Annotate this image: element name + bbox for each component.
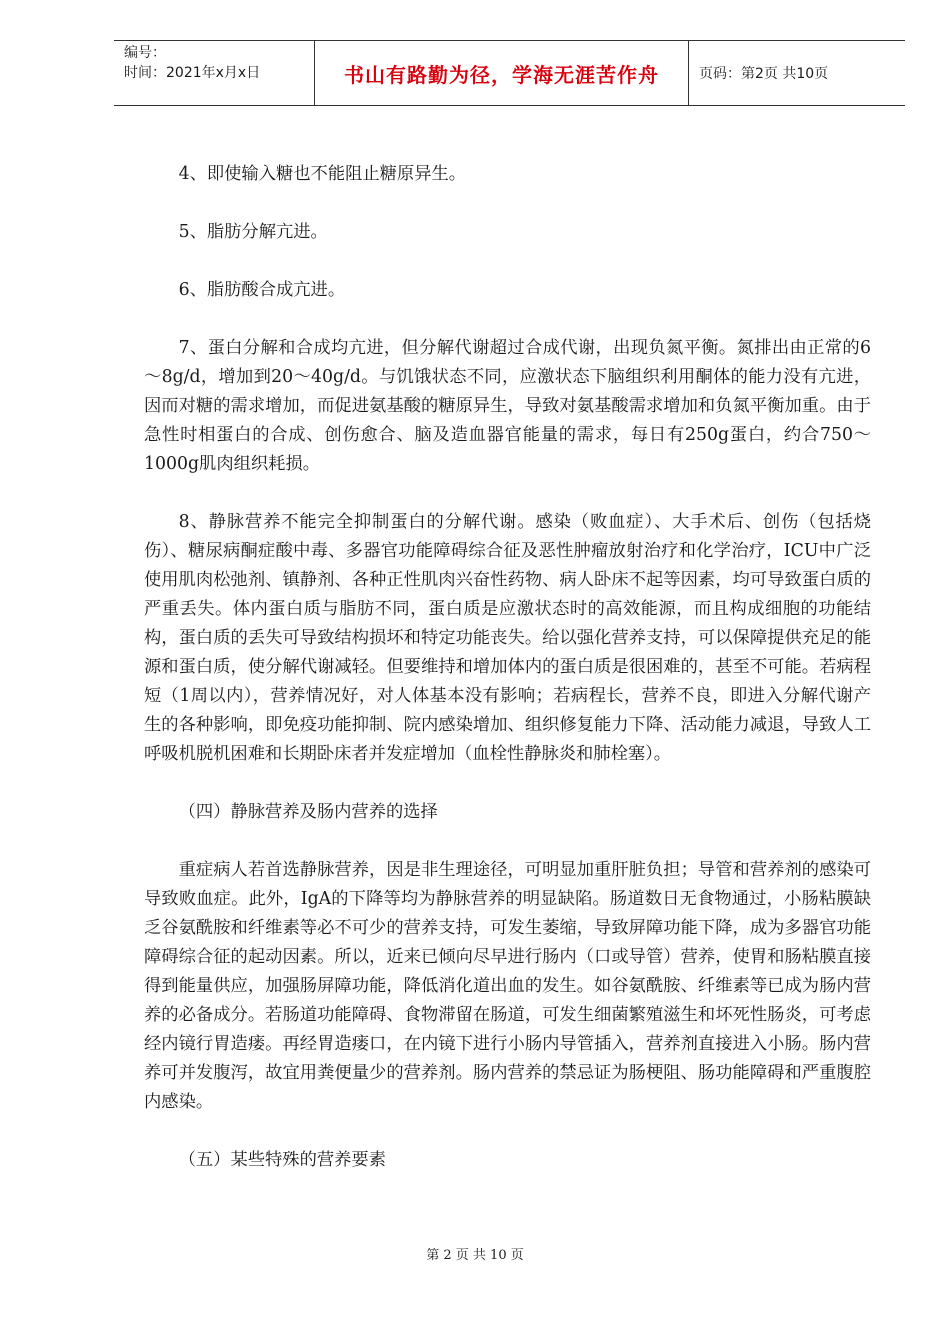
paragraph-item-4: 4、即使输入糖也不能阻止糖原异生。 [178, 164, 467, 184]
section-heading-5: （五）某些特殊的营养要素 [178, 1150, 386, 1170]
paragraph-item-7: 7、蛋白分解和合成均亢进，但分解代谢超过合成代谢，出现负氮平衡。氮排出由正常的6～8g/d，增加到20～40g/d。与饥饿状态不同，应激状态下脑组织利用酮体的能力没有亢进，因而对糖的需求增加，而促进氨基酸的糖原异生，导致对氨基酸需求增加和负氮平衡加重。由于急性时相蛋白的合成、创伤愈合、脑及造血器官能量的需求，每日有250g蛋白，约合750～1000g肌肉组织耗损。 [144, 338, 871, 474]
section-heading-4: （四）静脉营养及肠内营养的选择 [178, 802, 438, 822]
paragraph-nutrition-choice: 重症病人若首选静脉营养，因是非生理途径，可明显加重肝脏负担；导管和营养剂的感染可导致败血症。此外，IgA的下降等均为静脉营养的明显缺陷。肠道数日无食物通过，小肠粘膜缺乏谷氨酰胺和纤维素等必不可少的营养支持，可发生萎缩，导致屏障功能下降，成为多器官功能障碍综合征的起动因素。所以，近来已倾向尽早进行肠内（口或导管）营养，使胃和肠粘膜直接得到能量供应，加强肠屏障功能，降低消化道出血的发生。如谷氨酰胺、纤维素等已成为肠内营养的必备成分。若肠道功能障碍、食物滞留在肠道，可发生细菌繁殖滋生和坏死性肠炎，可考虑经内镜行胃造瘘。再经胃造瘘口，在内镜下进行小肠内导管插入，营养剂直接进入小肠。肠内营养可并发腹泻，故宜用粪便量少的营养剂。肠内营养的禁忌证为肠梗阻、肠功能障碍和严重腹腔内感染。 [144, 860, 871, 1112]
code-label: 编号： [124, 45, 166, 61]
paragraph-item-5: 5、脂肪分解亢进。 [178, 222, 328, 242]
header-motto: 书山有路勤为径，学海无涯苦作舟 [315, 41, 689, 105]
header-info-cell [114, 41, 315, 105]
paragraph-item-8: 8、静脉营养不能完全抑制蛋白的分解代谢。感染（败血症）、大手术后、创伤（包括烧伤）、糖尿病酮症酸中毒、多器官功能障碍综合征及恶性肿瘤放射治疗和化学治疗，ICU中广泛使用肌肉松弛剂、镇静剂、各种正性肌肉兴奋性药物、病人卧床不起等因素，均可导致蛋白质的严重丢失。体内蛋白质与脂肪不同，蛋白质是应激状态时的高效能源，而且构成细胞的功能结构，蛋白质的丢失可导致结构损坏和特定功能丧失。给以强化营养支持，可以保障提供充足的能源和蛋白质，使分解代谢减轻。但要维持和增加体内的蛋白质是很困难的，甚至不可能。若病程短（1周以内），营养情况好，对人体基本没有影响；若病程长，营养不良，即进入分解代谢产生的各种影响，即免疫功能抑制、院内感染增加、组织修复能力下降、活动能力减退，导致人工呼吸机脱机困难和长期卧床者并发症增加（血栓性静脉炎和肺栓塞）。 [144, 512, 871, 764]
paragraph-item-6: 6、脂肪酸合成亢进。 [178, 280, 346, 300]
document-body [144, 160, 871, 1175]
document-header [114, 40, 905, 106]
time-label: 时间：2021年x月x日 [124, 65, 261, 81]
page-footer: 第 2 页 共 10 页 [426, 1248, 524, 1263]
header-page-number: 页码：第2页 共10页 [699, 66, 829, 82]
